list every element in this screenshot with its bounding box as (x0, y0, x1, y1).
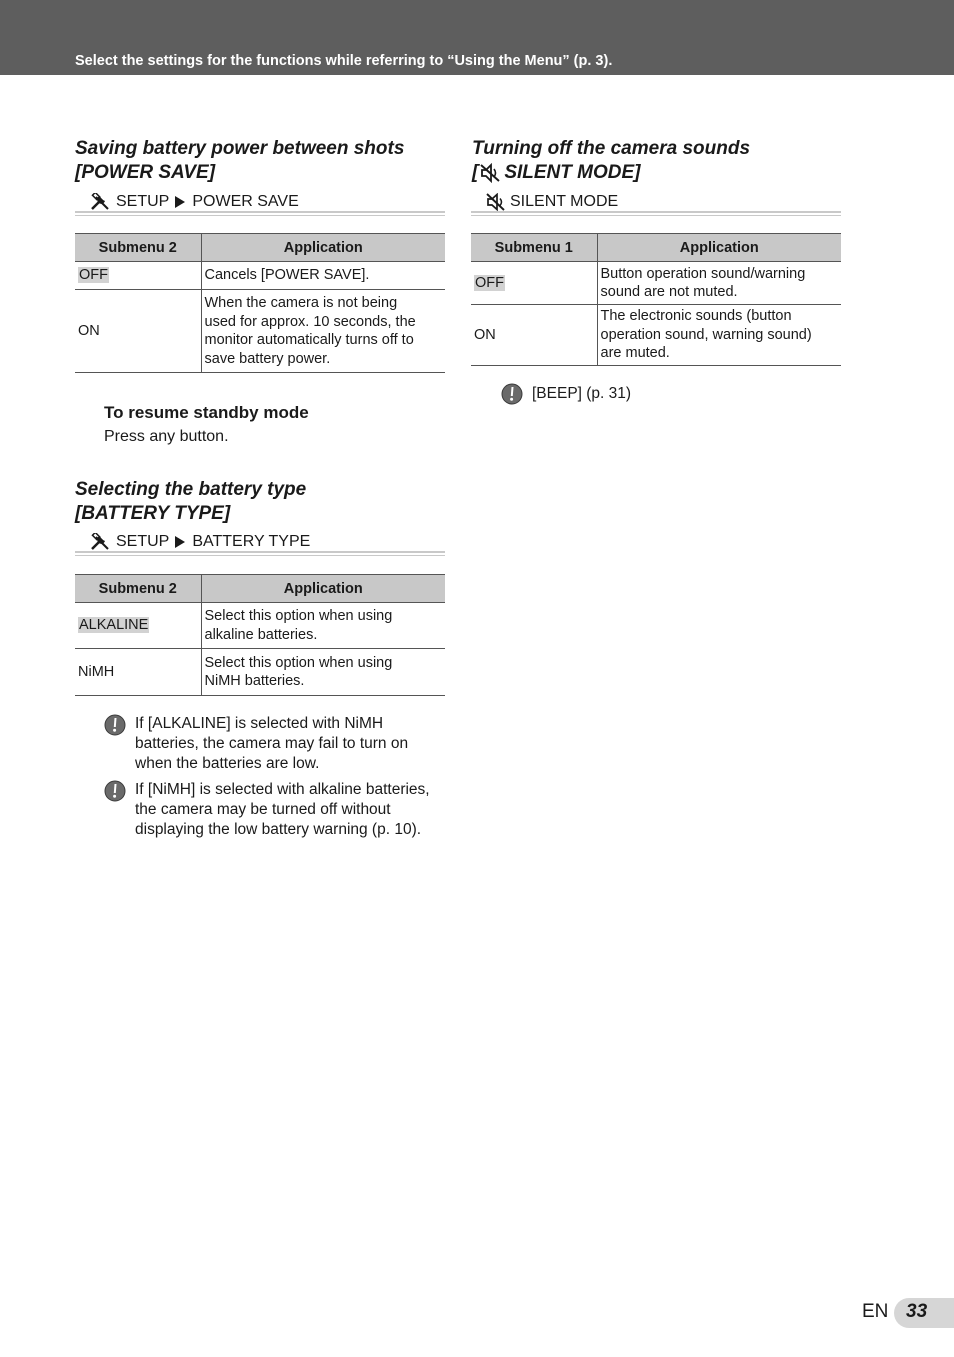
silent-mode-title-line2: SILENT MODE] (504, 162, 641, 183)
divider (75, 551, 445, 553)
divider (75, 211, 445, 213)
battery-type-table (75, 574, 445, 696)
option-description: When the camera is not being used for approx. 10 seconds, the monitor automatically turns off to save battery power. (201, 290, 445, 373)
header-instruction: Select the settings for the functions while referring to “Using the Menu” (p. 3). (75, 53, 613, 69)
power-save-menu-path (75, 192, 445, 216)
table-header-row (471, 234, 841, 262)
path-setup-label: SETUP (116, 193, 170, 210)
power-save-title-line2: [POWER SAVE] (75, 162, 216, 183)
caution-note (104, 780, 430, 840)
silent-mode-table (471, 233, 841, 366)
caution-line: batteries, the camera may fail to turn on (135, 735, 409, 752)
silent-mode-icon (479, 163, 501, 183)
caution-line: If [ALKALINE] is selected with NiMH (135, 715, 384, 732)
default-option: OFF (475, 274, 504, 291)
divider (75, 215, 445, 216)
divider (471, 215, 841, 216)
caution-icon (104, 780, 126, 802)
column-header: Application (201, 234, 445, 262)
option-label: NiMH (75, 649, 201, 696)
battery-type-title (75, 478, 306, 526)
caution-line: [BEEP] (p. 31) (532, 385, 632, 402)
option-label: ON (75, 290, 201, 373)
option-description: Select this option when using NiMH batteries. (201, 649, 445, 696)
language-label: EN (862, 1301, 889, 1322)
option-label: ON (471, 305, 597, 366)
path-item-label: SILENT MODE (510, 193, 619, 210)
arrow-right-icon (175, 196, 185, 208)
caution-icon (501, 383, 523, 405)
option-description: The electronic sounds (button operation sound, warning sound) are muted. (597, 305, 841, 366)
page-number: 33 (906, 1301, 928, 1322)
caution-line: If [NiMH] is selected with alkaline batteries, (135, 781, 430, 798)
column-header: Application (201, 575, 445, 603)
column-header: Application (597, 234, 841, 262)
resume-heading: To resume standby mode (104, 403, 309, 422)
column-header: Submenu 2 (75, 234, 201, 262)
default-option: OFF (79, 267, 108, 284)
option-description: Select this option when using alkaline batteries. (201, 603, 445, 649)
arrow-right-icon (175, 536, 185, 548)
option-description: Cancels [POWER SAVE]. (201, 262, 445, 290)
silent-mode-title: Turning off the camera sounds [ SILENT MODE] (472, 138, 751, 183)
caution-icon (104, 714, 126, 736)
option-description: Button operation sound/warning sound are not muted. (597, 262, 841, 305)
setup-tools-icon (90, 533, 112, 551)
silent-mode-title-line1: Turning off the camera sounds (472, 138, 751, 159)
path-item-label: POWER SAVE (192, 193, 299, 210)
resume-text: Press any button. (104, 428, 229, 445)
silent-mode-menu-path (471, 192, 841, 216)
setup-tools-icon (90, 193, 112, 211)
caution-note (501, 383, 631, 405)
battery-type-menu-path (75, 532, 445, 556)
power-save-title (75, 137, 404, 185)
table-header-row (75, 575, 445, 603)
caution-line: the camera may be turned off without (135, 801, 391, 818)
table-row (75, 262, 445, 290)
divider (75, 555, 445, 556)
divider (471, 211, 841, 213)
table-row (471, 262, 841, 305)
table-row (471, 305, 841, 366)
column-header: Submenu 2 (75, 575, 201, 603)
power-save-title-line1: Saving battery power between shots (75, 138, 405, 159)
table-row (75, 603, 445, 649)
battery-type-title-line2: [BATTERY TYPE] (75, 503, 231, 524)
table-header-row (75, 234, 445, 262)
power-save-table (75, 233, 445, 373)
battery-type-title-line1: Selecting the battery type (75, 479, 307, 500)
column-header: Submenu 1 (471, 234, 597, 262)
silent-mode-icon (486, 193, 506, 211)
table-row (75, 649, 445, 696)
caution-line: when the batteries are low. (135, 755, 320, 772)
default-option: ALKALINE (79, 617, 149, 634)
caution-note (104, 714, 408, 774)
path-setup-label: SETUP (116, 533, 170, 550)
table-row (75, 290, 445, 373)
path-item-label: BATTERY TYPE (192, 533, 311, 550)
caution-line: displaying the low battery warning (p. 10). (135, 821, 422, 838)
